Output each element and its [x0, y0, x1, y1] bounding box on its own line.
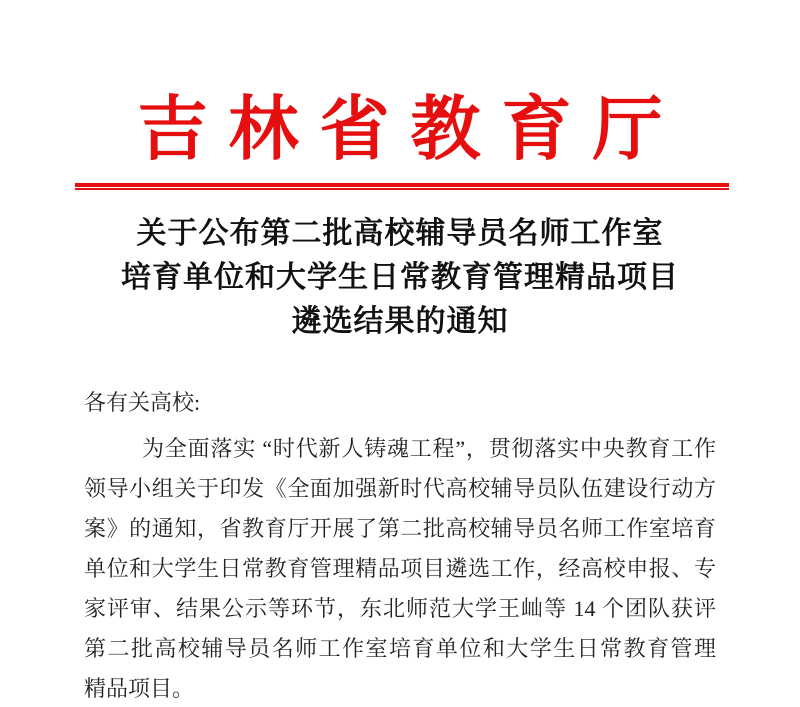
notice-title-line: 关于公布第二批高校辅导员名师工作室 — [136, 217, 664, 250]
notice-body — [84, 429, 716, 707]
body-line: 案》的通知，省教育厅开展了第二批高校辅导员名师工作室培育 — [84, 516, 716, 541]
salutation: 各有关高校: — [84, 390, 201, 415]
body-line: 为全面落实 “时代新人铸魂工程”，贯彻落实中央教育工作 — [142, 436, 716, 461]
red-divider-line — [75, 183, 729, 190]
agency-masthead: 吉林省教育厅 — [137, 92, 684, 169]
body-line: 领导小组关于印发《全面加强新时代高校辅导员队伍建设行动方 — [84, 476, 716, 501]
notice-title-line: 培育单位和大学生日常教育管理精品项目 — [121, 261, 679, 294]
body-line: 家评审、结果公示等环节，东北师范大学王屾等 14 个团队获评 — [84, 596, 716, 621]
notice-title-line: 遴选结果的通知 — [291, 305, 509, 338]
notice-title — [0, 212, 800, 344]
body-line: 第二批高校辅导员名师工作室培育单位和大学生日常教育管理 — [84, 636, 716, 661]
body-line: 单位和大学生日常教育管理精品项目遴选工作，经高校申报、专 — [84, 556, 716, 581]
body-line: 精品项目。 — [84, 676, 195, 701]
